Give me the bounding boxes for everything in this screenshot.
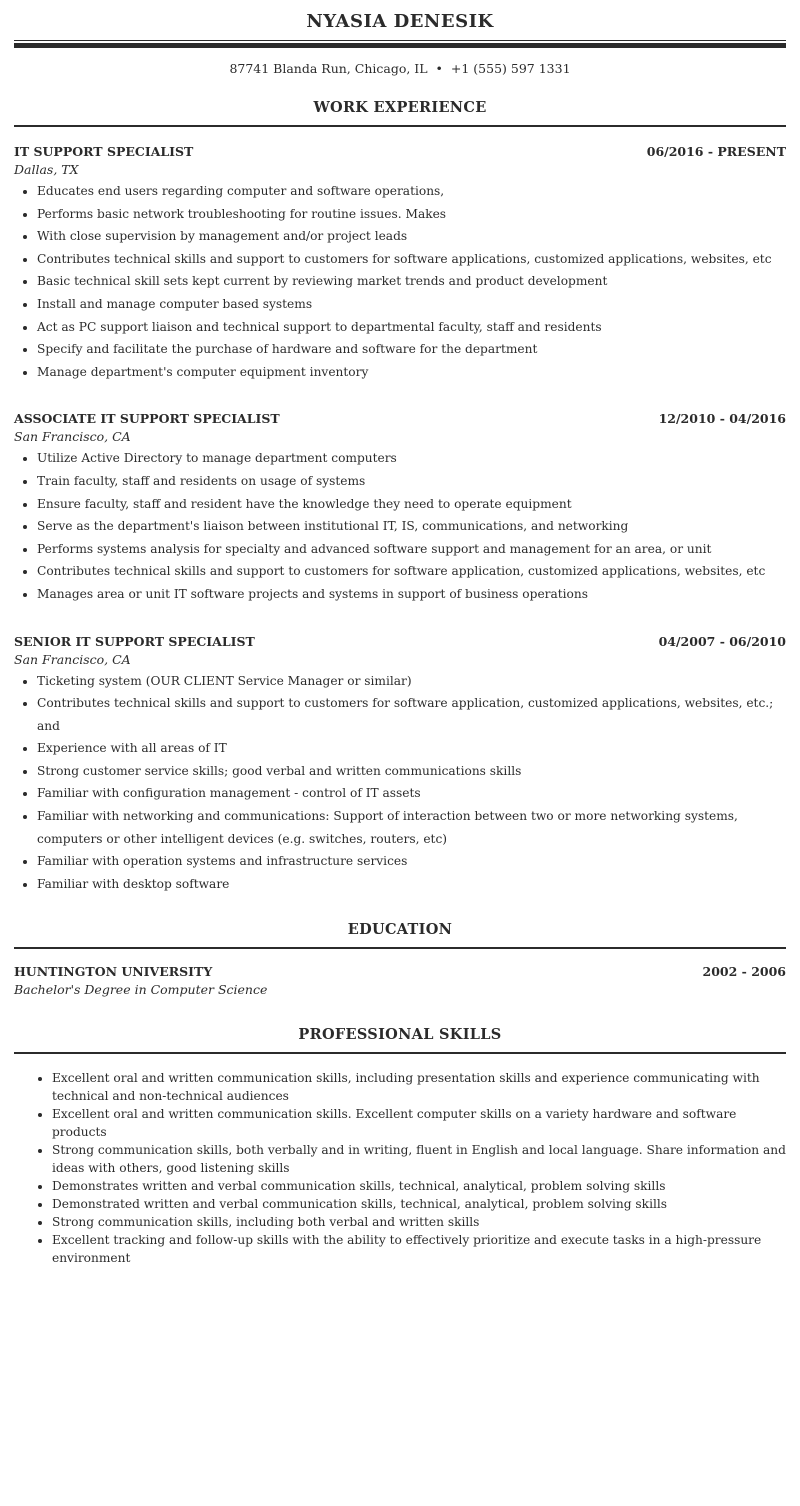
section-title-work: WORK EXPERIENCE <box>14 98 786 127</box>
job-entry <box>14 633 786 896</box>
skills-section <box>14 1025 786 1267</box>
skill-item: • Strong communication skills, both verbally and in writing, fluent in English and local language. Share information and ideas with others, good listening skills <box>52 1141 786 1177</box>
duty-item: • Manages area or unit IT software projects and systems in support of business operations <box>37 583 786 606</box>
duty-item: • Contributes technical skills and support to customers for software application, customized applications, websites, etc <box>37 560 786 583</box>
job-header <box>14 410 786 428</box>
degree: Bachelor's Degree in Computer Science <box>14 982 268 998</box>
address: 87741 Blanda Run, Chicago, IL <box>229 61 428 76</box>
skills-list <box>14 1069 786 1267</box>
job-entry <box>14 143 786 383</box>
work-experience-section <box>14 98 786 895</box>
job-title: IT SUPPORT SPECIALIST <box>14 144 194 159</box>
duty-item: • Specify and facilitate the purchase of hardware and software for the department <box>37 338 786 361</box>
school-name: HUNTINGTON UNIVERSITY <box>14 964 213 980</box>
section-title-skills: PROFESSIONAL SKILLS <box>14 1025 786 1054</box>
duty-item: • Familiar with desktop software <box>37 873 786 896</box>
contact-line <box>14 59 786 79</box>
candidate-name: NYASIA DENESIK <box>306 11 494 32</box>
duty-item: • Familiar with operation systems and infrastructure services <box>37 850 786 873</box>
job-duties <box>14 670 786 896</box>
duty-item: • Experience with all areas of IT <box>37 737 786 760</box>
duty-item: • Familiar with networking and communications: Support of interaction between two or more networking systems, computers or other intelligent devices (e.g. switches, routers, etc) <box>37 805 786 850</box>
skill-item: • Excellent oral and written communication skills, including presentation skills and experience communicating with technical and non-technical audiences <box>52 1069 786 1105</box>
job-location: San Francisco, CA <box>14 429 131 445</box>
separator-dot: • <box>435 61 443 76</box>
duty-item: • Performs systems analysis for specialty and advanced software support and management for an area, or unit <box>37 538 786 561</box>
duty-item: • Familiar with configuration management - control of IT assets <box>37 782 786 805</box>
education-header <box>14 963 786 981</box>
duty-item: • Install and manage computer based systems <box>37 293 786 316</box>
job-dates: 04/2007 - 06/2010 <box>658 633 786 649</box>
education-dates: 2002 - 2006 <box>702 964 786 980</box>
job-dates: 12/2010 - 04/2016 <box>658 411 786 427</box>
duty-item: • Manage department's computer equipment inventory <box>37 361 786 384</box>
job-header <box>14 633 786 651</box>
duty-item: • With close supervision by management and/or project leads <box>37 225 786 248</box>
duty-item: • Ensure faculty, staff and resident have the knowledge they need to operate equipment <box>37 493 786 516</box>
section-title-education: EDUCATION <box>14 920 786 949</box>
resume-page <box>14 0 786 1267</box>
skill-item: • Demonstrated written and verbal communication skills, technical, analytical, problem solving skills <box>52 1195 786 1213</box>
duty-item: • Ticketing system (OUR CLIENT Service Manager or similar) <box>37 670 786 693</box>
duty-item: • Utilize Active Directory to manage department computers <box>37 447 786 470</box>
header-rule-thin <box>14 40 786 41</box>
header-rule-thick <box>14 43 786 48</box>
job-dates: 06/2016 - PRESENT <box>646 144 786 159</box>
skill-item: • Excellent tracking and follow-up skills with the ability to effectively prioritize and execute tasks in a high-pressure environment <box>52 1231 786 1267</box>
duty-item: • Contributes technical skills and support to customers for software application, customized applications, websites, etc.; and <box>37 692 786 737</box>
duty-item: • Educates end users regarding computer and software operations, <box>37 180 786 203</box>
duty-item: • Contributes technical skills and support to customers for software applications, customized applications, websites, etc <box>37 248 786 271</box>
job-duties <box>14 180 786 383</box>
duty-item: • Basic technical skill sets kept current by reviewing market trends and product development <box>37 270 786 293</box>
duty-item: • Act as PC support liaison and technical support to departmental faculty, staff and residents <box>37 316 786 339</box>
duty-item: • Performs basic network troubleshooting for routine issues. Makes <box>37 203 786 226</box>
duty-item: • Strong customer service skills; good verbal and written communications skills <box>37 760 786 783</box>
duty-item: • Serve as the department's liaison between institutional IT, IS, communications, and networking <box>37 515 786 538</box>
phone: +1 (555) 597 1331 <box>450 61 571 76</box>
job-title: ASSOCIATE IT SUPPORT SPECIALIST <box>14 411 280 427</box>
skill-item: • Excellent oral and written communication skills. Excellent computer skills on a variety hardware and software products <box>52 1105 786 1141</box>
job-location: Dallas, TX <box>14 162 79 177</box>
education-entry <box>14 963 786 999</box>
job-location: San Francisco, CA <box>14 651 131 667</box>
duty-item: • Train faculty, staff and residents on usage of systems <box>37 470 786 493</box>
job-title: SENIOR IT SUPPORT SPECIALIST <box>14 633 255 649</box>
job-header <box>14 143 786 161</box>
education-section <box>14 920 786 999</box>
job-duties <box>14 447 786 605</box>
skill-item: • Demonstrates written and verbal communication skills, technical, analytical, problem solving skills <box>52 1177 786 1195</box>
skill-item: • Strong communication skills, including both verbal and written skills <box>52 1213 786 1231</box>
job-entry <box>14 410 786 605</box>
